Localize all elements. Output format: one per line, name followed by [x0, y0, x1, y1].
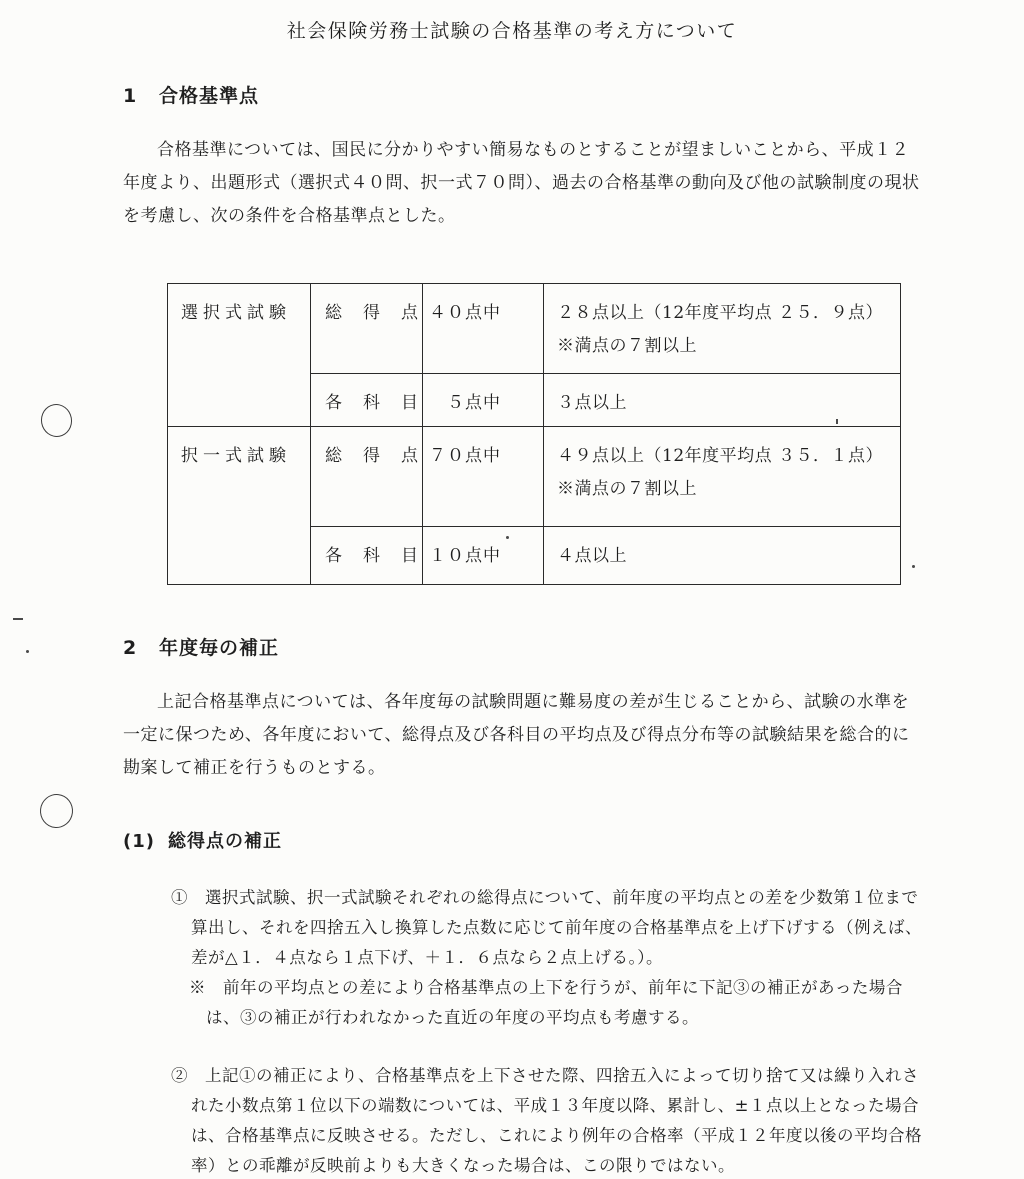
exam-name-cell: 選択式試験: [168, 284, 311, 427]
max-points-cell: ４０点中: [423, 284, 544, 374]
criteria-line: ３点以上: [557, 393, 627, 413]
scan-artifact: [836, 419, 838, 424]
criteria-cell: [544, 284, 901, 374]
criteria-line: ４点以上: [557, 546, 627, 566]
section2-heading: [123, 633, 923, 660]
section2-title: 年度毎の補正: [159, 637, 280, 659]
category-cell: 各 科 目: [311, 527, 423, 585]
document-title: 社会保険労務士試験の合格基準の考え方について: [286, 20, 738, 42]
section1-title: 合格基準点: [159, 85, 260, 107]
section2-paragraph: 上記合格基準点については、各年度毎の試験問題に難易度の差が生じることから、試験の水準を一定に保つため、各年度において、総得点及び各科目の平均点及び得点分布等の試験結果を総合的に勘案して補正を行うものとする。: [123, 692, 910, 778]
criteria-line: ２８点以上（12年度平均点 ２５．９点）: [557, 303, 884, 323]
section2-number: 2: [123, 637, 138, 659]
scan-artifact: [912, 565, 915, 568]
max-points-cell: ７０点中: [423, 427, 544, 527]
criteria-cell: [544, 527, 901, 585]
criteria-line: ４９点以上（12年度平均点 ３５．１点）: [557, 446, 884, 466]
section1-heading: [123, 81, 923, 108]
section1-number: 1: [123, 85, 138, 107]
category-cell: 総 得 点: [311, 284, 423, 374]
category-cell: 各 科 目: [311, 374, 423, 427]
numbered-item-1: ① 選択式試験、択一式試験それぞれの総得点について、前年度の平均点との差を少数第１位まで算出し、それを四捨五入し換算した点数に応じて前年度の合格基準点を上げ下げする（例えば、差が△１．４点なら１点下げ、＋１．６点なら２点上げる。）。: [171, 888, 922, 967]
criteria-cell: [544, 374, 901, 427]
criteria-note: ※満点の７割以上: [557, 479, 697, 499]
subsection1-number: (1): [123, 831, 155, 852]
section1-paragraph: 合格基準については、国民に分かりやすい簡易なものとすることが望ましいことから、平成１２年度より、出題形式（選択式４０問、択一式７０問）、過去の合格基準の動向及び他の試験制度の現状を考慮し、次の条件を合格基準点とした。: [123, 140, 920, 226]
numbered-item-2: ② 上記①の補正により、合格基準点を上下させた際、四捨五入によって切り捨て又は繰り入れされた小数点第１位以下の端数については、平成１３年度以降、累計し、±１点以上となった場合は、合格基準点に反映させる。ただし、これにより例年の合格率（平成１２年度以後の平均合格率）との乖離が反映前よりも大きくなった場合は、この限りではない。: [171, 1066, 922, 1175]
max-points-cell: １０点中: [423, 527, 544, 585]
hole-punch-mark-bottom: [38, 792, 74, 829]
criteria-note: ※満点の７割以上: [557, 336, 697, 356]
max-points-cell: ５点中: [423, 374, 544, 427]
document-content: [123, 81, 923, 1179]
table-row: [168, 284, 901, 374]
subsection1-heading: [123, 827, 923, 853]
subsection1-title: 総得点の補正: [168, 831, 282, 852]
scan-artifact: [13, 618, 23, 620]
item-1-note: ※ 前年の平均点との差により合格基準点の上下を行うが、前年に下記③の補正があった場合は、③の補正が行われなかった直近の年度の平均点も考慮する。: [189, 978, 903, 1027]
exam-name-cell: 択一式試験: [168, 427, 311, 585]
table-row: [168, 427, 901, 527]
scan-artifact: [506, 536, 509, 539]
scan-artifact: [26, 650, 29, 653]
criteria-table: [167, 283, 901, 585]
category-cell: 総 得 点: [311, 427, 423, 527]
hole-punch-mark-top: [38, 402, 74, 440]
criteria-cell: [544, 427, 901, 527]
